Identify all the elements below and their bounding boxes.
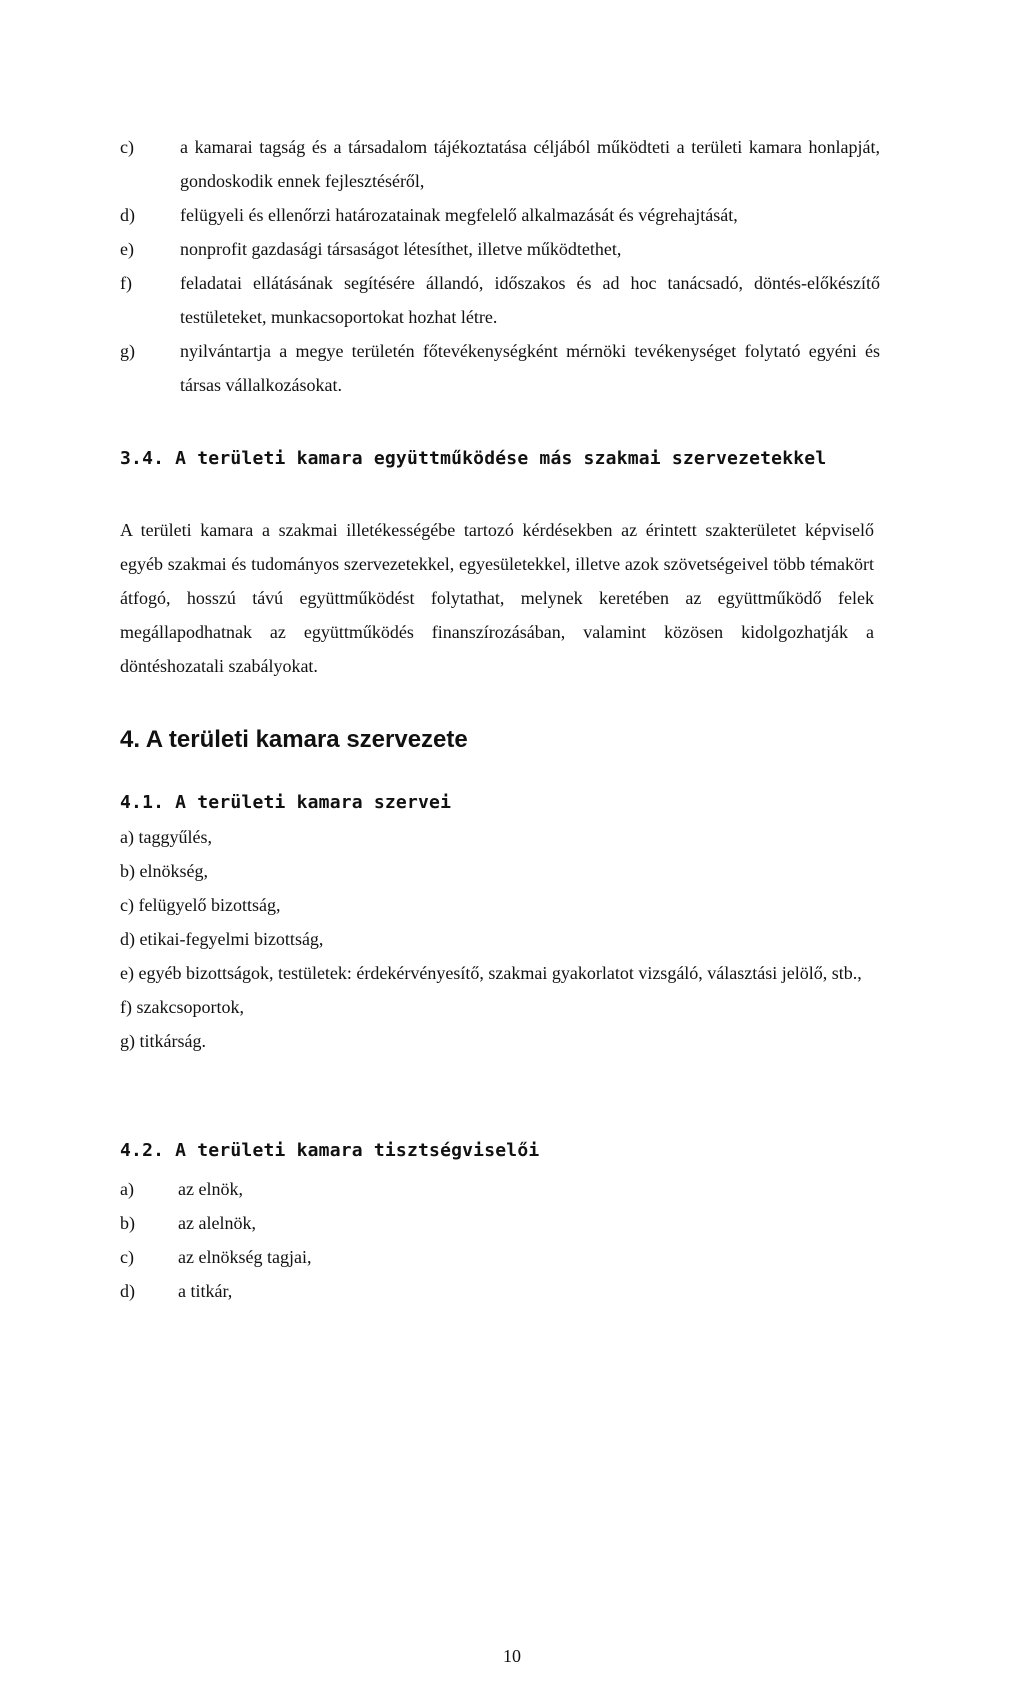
list-item	[120, 1240, 874, 1274]
page-number: 10	[503, 1646, 521, 1666]
list-item-text: az elnökség tagjai,	[178, 1247, 312, 1267]
list-item-text: a titkár,	[178, 1281, 233, 1301]
list-item-label: c)	[120, 137, 134, 157]
list-item-label: b)	[120, 1213, 135, 1233]
section-heading-4: 4. A területi kamara szervezete	[120, 726, 468, 753]
list-item	[120, 232, 880, 266]
list-item-text: nonprofit gazdasági társaságot létesíthet, illetve működtethet,	[180, 239, 622, 259]
list-item-label: g)	[120, 341, 135, 361]
list-continuation	[120, 130, 880, 402]
list-item: a) taggyűlés,	[120, 827, 212, 847]
section-heading-3-4: 3.4. A területi kamara együttműködése más szakmai szervezetekkel	[120, 448, 827, 469]
list-item-text: az elnök,	[178, 1179, 243, 1199]
section-heading-4-2: 4.2. A területi kamara tisztségviselői	[120, 1140, 540, 1161]
list-item-label: a)	[120, 1179, 134, 1199]
list-item-text: az alelnök,	[178, 1213, 256, 1233]
list-item: b) elnökség,	[120, 861, 208, 881]
list-item-label: d)	[120, 205, 135, 225]
list-item: d) etikai-fegyelmi bizottság,	[120, 929, 324, 949]
section-3-4-paragraph: A területi kamara a szakmai illetékességébe tartozó kérdésekben az érintett szakterületet képviselő egyéb szakmai és tudományos szervezetekkel, egyesületekkel, illetve azok szövetségeivel több témakört átfogó, hosszú távú együttműködést folytathat, melynek keretében az együttműködő felek megállapodhatnak az együttműködés finanszírozásában, valamint közösen kidolgozhatják a döntéshozatali szabályokat.	[120, 520, 874, 676]
list-item-label: e)	[120, 239, 134, 259]
officers-list	[120, 1172, 874, 1308]
list-item: g) titkárság.	[120, 1031, 206, 1051]
list-item	[120, 266, 880, 334]
list-item	[120, 334, 880, 402]
list-item-label: d)	[120, 1281, 135, 1301]
list-item: f) szakcsoportok,	[120, 997, 244, 1017]
list-item	[120, 130, 880, 198]
list-item	[120, 198, 880, 232]
list-item-text: nyilvántartja a megye területén főtevékenységként mérnöki tevékenységet folytató egyéni és társas vállalkozásokat.	[180, 341, 880, 395]
list-item: c) felügyelő bizottság,	[120, 895, 281, 915]
list-item	[120, 1274, 874, 1308]
list-item-text: feladatai ellátásának segítésére állandó, időszakos és ad hoc tanácsadó, döntés-előkészítő testületeket, munkacsoportokat hozhat létre.	[180, 273, 880, 327]
list-item-text: a kamarai tagság és a társadalom tájékoztatása céljából működteti a területi kamara honlapját, gondoskodik ennek fejlesztéséről,	[180, 137, 880, 191]
list-item	[120, 1206, 874, 1240]
organs-list	[120, 820, 874, 1058]
list-item-label: c)	[120, 1247, 134, 1267]
list-item: e) egyéb bizottságok, testületek: érdekérvényesítő, szakmai gyakorlatot vizsgáló, választási jelölő, stb.,	[120, 963, 862, 983]
list-item	[120, 1172, 874, 1206]
list-item-label: f)	[120, 273, 132, 293]
section-heading-4-1: 4.1. A területi kamara szervei	[120, 792, 452, 813]
list-item-text: felügyeli és ellenőrzi határozatainak megfelelő alkalmazását és végrehajtását,	[180, 205, 738, 225]
